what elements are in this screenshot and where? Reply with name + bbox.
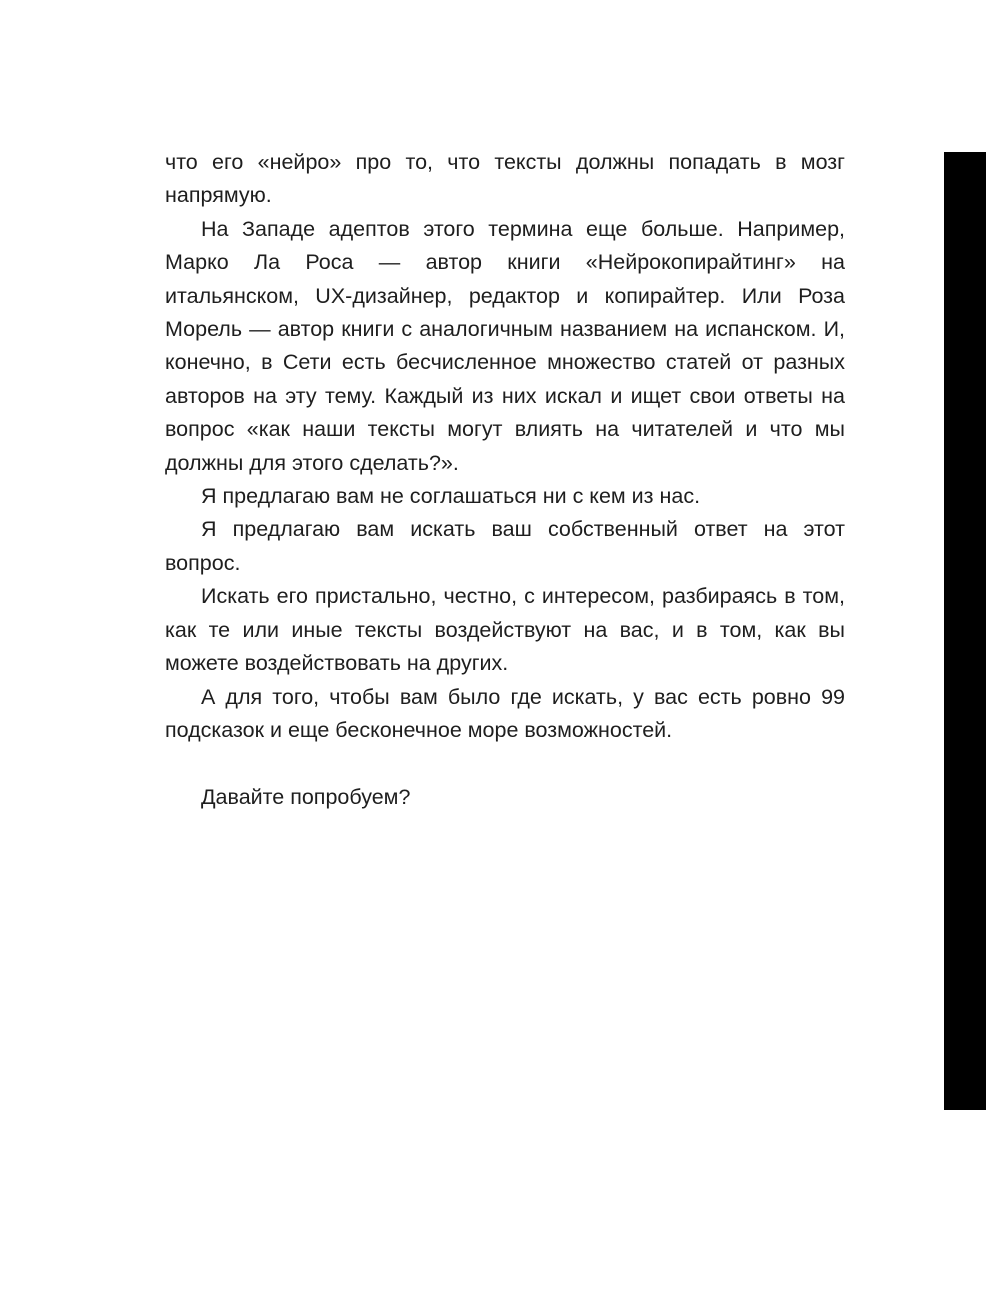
paragraph-find-own-answer: Я предлагаю вам искать ваш собственный ответ на этот вопрос.	[165, 517, 845, 575]
paragraph-west-adepts: На Западе адептов этого термина еще больше. Например, Марко Ла Роса — автор книги «Нейрокопирайтинг» на итальянском, UX-дизайнер, редактор и копирайтер. Или Роза Морель — автор книги с аналогичным названием на испанском. И, конечно, в Сети есть бесчисленное множество статей от разных авторов на эту тему. Каждый из них искал и ищет свои ответы на вопрос «как наши тексты могут влиять на читателей и что мы должны для этого сделать?».	[165, 216, 845, 475]
paragraph-dont-agree: Я предлагаю вам не соглашаться ни с кем из нас.	[201, 484, 701, 509]
body-text	[165, 146, 845, 814]
paragraph-continuation: что его «нейро» про то, что тексты должны попадать в мозг напрямую.	[165, 150, 845, 208]
paragraph-99-hints: А для того, чтобы вам было где искать, у вас есть ровно 99 подсказок и еще бесконечное море возможностей.	[165, 684, 845, 742]
paragraph-search-carefully: Искать его пристально, честно, с интересом, разбираясь в том, как те или иные тексты воздействуют на вас, и в том, как вы можете воздействовать на других.	[165, 584, 845, 676]
chapter-edge-tab	[944, 152, 986, 1110]
paragraph-lets-try: Давайте попробуем?	[201, 784, 411, 809]
